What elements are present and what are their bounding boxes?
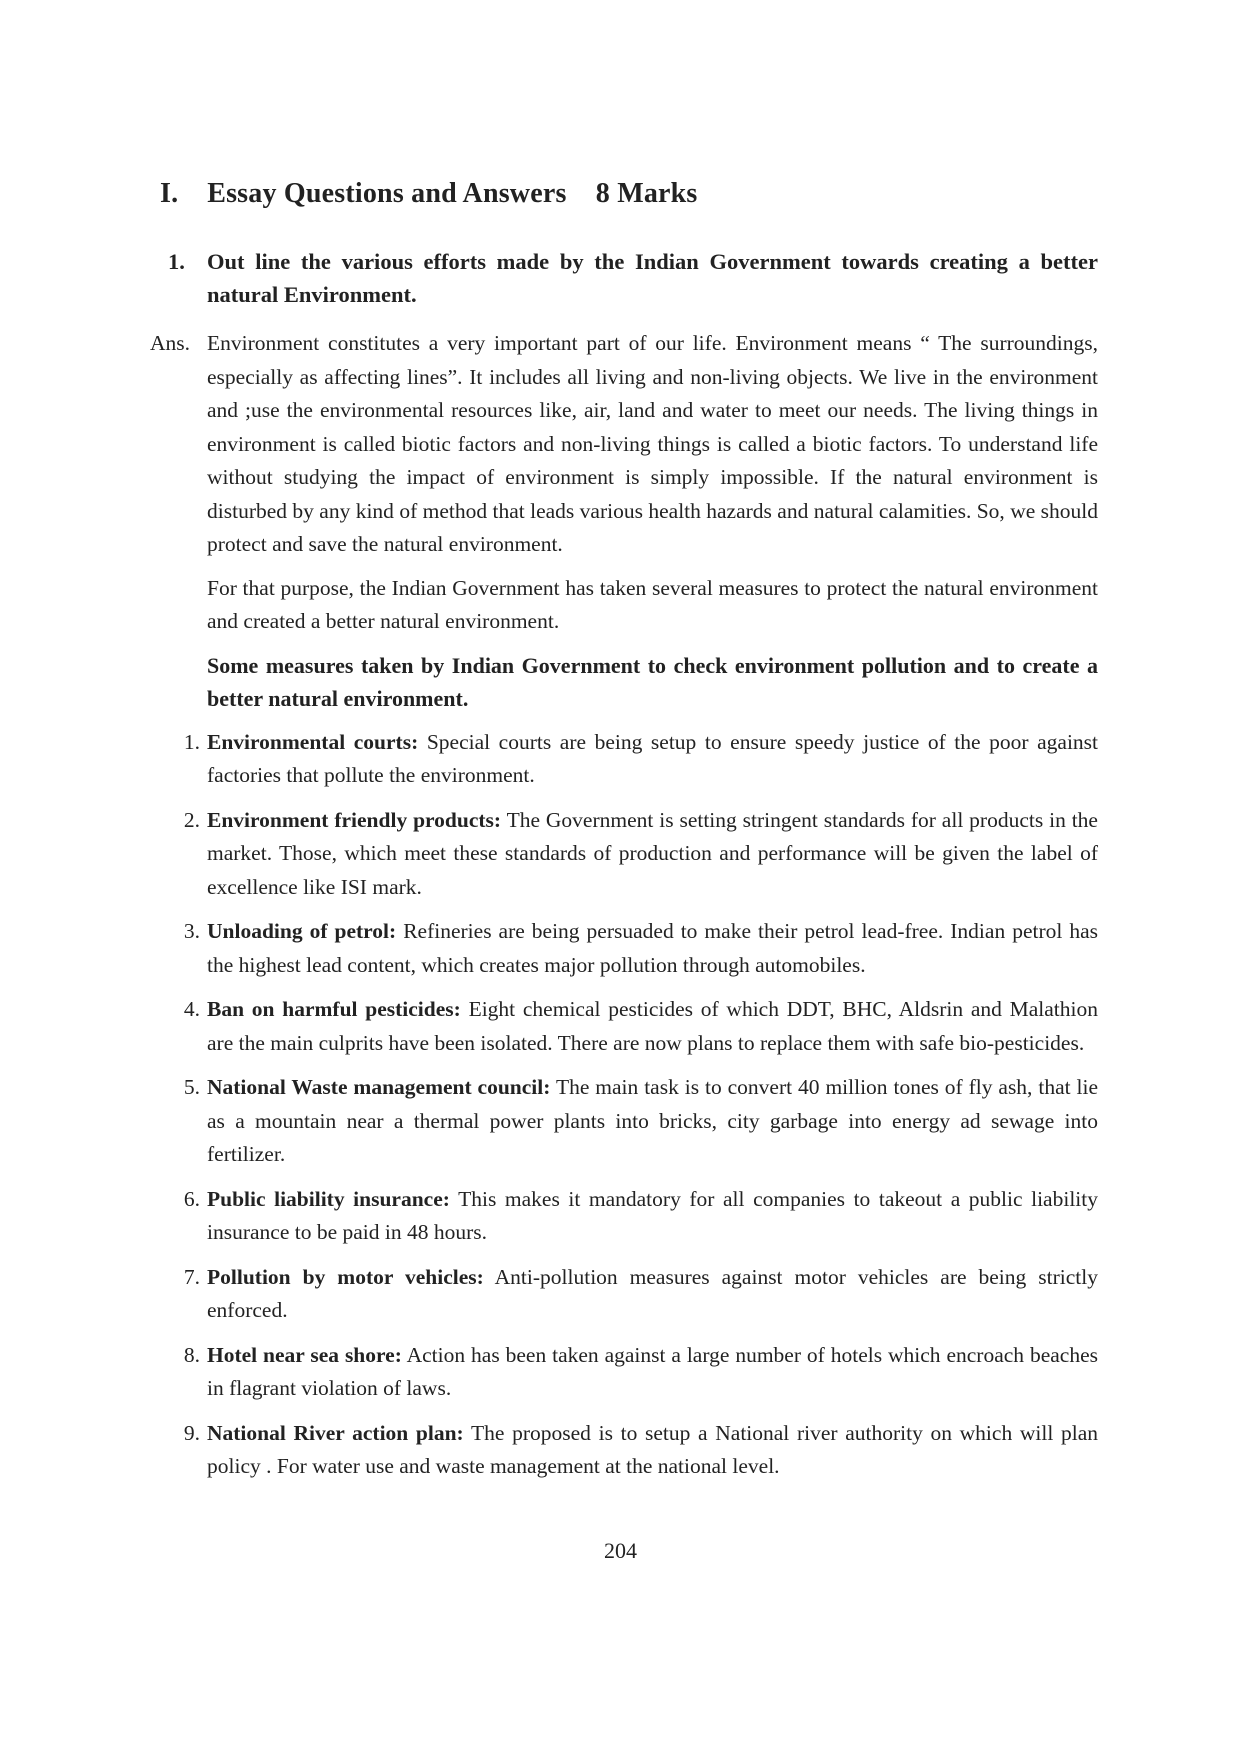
- measure-text: The proposed is to setup a National river authority on which will plan policy . For water use and waste management at the national level.: [207, 1420, 1098, 1478]
- measure-number: 2.: [183, 807, 200, 832]
- section-heading: [160, 178, 698, 210]
- measure-item: [183, 1339, 1098, 1406]
- measure-number: 6.: [183, 1186, 200, 1211]
- measure-number: 3.: [183, 919, 200, 943]
- answer-paragraph: For that purpose, the Indian Government has taken several measures to protect the natural environment and created a better natural environment.: [207, 575, 1098, 633]
- measure-item: [183, 726, 1099, 793]
- measure-title: Ban on harmful pesticides:: [207, 997, 461, 1021]
- measure-item: [183, 1417, 1098, 1484]
- measure-title: Hotel near sea shore:: [207, 1342, 402, 1367]
- measures-list: [183, 726, 1099, 1484]
- question: [168, 245, 1098, 311]
- measure-text: Action has been taken against a large number of hotels which encroach beaches in flagrant violation of laws.: [207, 1342, 1098, 1400]
- page-number: 204: [604, 1538, 637, 1563]
- measure-item: [183, 1071, 1098, 1172]
- answer: [150, 327, 1098, 1495]
- answer-label: Ans.: [150, 331, 191, 355]
- measure-text: Special courts are being setup to ensure speedy justice of the poor against factories that pollute the environment.: [207, 729, 1099, 787]
- question-text: Out line the various efforts made by the Indian Government towards creating a better natural Environment.: [207, 249, 1098, 307]
- answer-paragraph: Environment constitutes a very important part of our life. Environment means “ The surroundings, especially as affecting lines”. It includes all living and non-living objects. We live in the environment and ;use the environmental resources like, air, land and water to meet our needs. The living things in environment is called biotic factors and non-living things is called a biotic factors. To understand life without studying the impact of environment is simply impossible. If the natural environment is disturbed by any kind of method that leads various health hazards and natural calamities. So, we should protect and save the natural environment.: [207, 331, 1098, 556]
- measure-title: Unloading of petrol:: [207, 919, 397, 943]
- measure-text: The Government is setting stringent standards for all products in the market. Those, which meet these standards of production and performance will be given the label of excellence like ISI mark.: [207, 807, 1098, 899]
- measure-title: Public liability insurance:: [207, 1186, 450, 1211]
- measure-text: Anti-pollution measures against motor vehicles are being strictly enforced.: [207, 1264, 1098, 1322]
- measure-number: 1.: [183, 729, 200, 754]
- section-title: Essay Questions and Answers: [207, 178, 567, 209]
- question-number: 1.: [168, 249, 185, 274]
- measure-text: The main task is to convert 40 million tones of fly ash, that lie as a mountain near a thermal power plants into bricks, city garbage into energy ad sewage into fertilizer.: [207, 1075, 1098, 1166]
- measure-number: 7.: [183, 1264, 200, 1289]
- measure-title: Environment friendly products:: [207, 807, 502, 832]
- measure-item: [183, 915, 1098, 982]
- section-marks: 8 Marks: [595, 178, 698, 209]
- measure-title: National Waste management council:: [207, 1075, 551, 1099]
- measure-text: This makes it mandatory for all companies to takeout a public liability insurance to be paid in 48 hours.: [207, 1186, 1098, 1244]
- measure-number: 9.: [183, 1420, 200, 1445]
- measure-number: 8.: [183, 1342, 200, 1367]
- measure-title: Environmental courts:: [207, 729, 419, 754]
- section-number: I.: [160, 178, 179, 209]
- measure-item: [183, 993, 1098, 1060]
- measure-number: 4.: [183, 997, 200, 1021]
- measures-heading: Some measures taken by Indian Government to check environment pollution and to create a better natural environment.: [207, 652, 1098, 711]
- measure-item: [183, 1183, 1098, 1250]
- measure-text: Refineries are being persuaded to make their petrol lead-free. Indian petrol has the highest lead content, which creates major pollution through automobiles.: [207, 919, 1098, 977]
- measure-text: Eight chemical pesticides of which DDT, BHC, Aldsrin and Malathion are the main culprits have been isolated. There are now plans to replace them with safe bio-pesticides.: [207, 997, 1098, 1055]
- measure-item: [183, 1261, 1098, 1328]
- measure-item: [183, 804, 1098, 905]
- measure-title: Pollution by motor vehicles:: [207, 1264, 484, 1289]
- measure-title: National River action plan:: [207, 1420, 464, 1445]
- measure-number: 5.: [183, 1075, 200, 1099]
- answer-body: [183, 327, 1099, 1484]
